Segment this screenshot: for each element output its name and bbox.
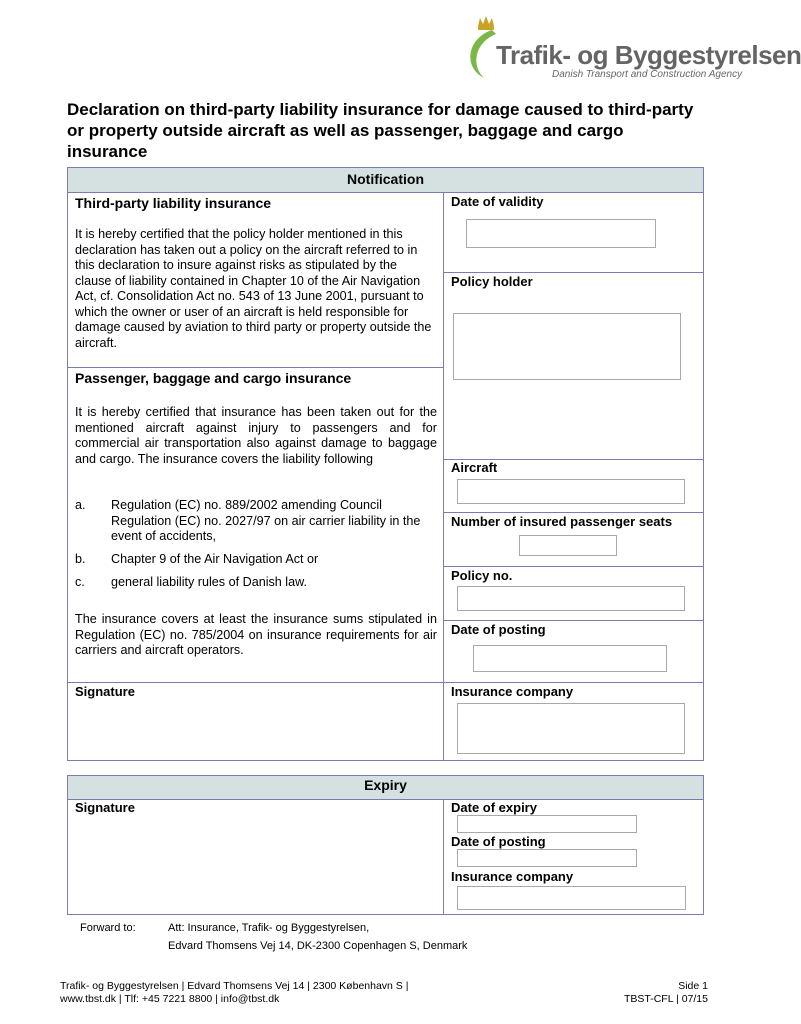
passenger-title: Passenger, baggage and cargo insurance bbox=[75, 370, 352, 386]
notification-header: Notification bbox=[68, 168, 703, 193]
date-of-validity-label: Date of validity bbox=[451, 194, 544, 209]
footer-contact: www.tbst.dk | Tlf: +45 7221 8800 | info@tbst.dk bbox=[60, 993, 280, 1005]
right-divider-policy-no bbox=[444, 566, 703, 567]
left-divider-signature bbox=[68, 682, 443, 683]
list-item-a-text: Regulation (EC) no. 889/2002 amending Council Regulation (EC) no. 2027/97 on air carrier liability in the event of accidents, bbox=[111, 498, 421, 543]
date-of-expiry-label: Date of expiry bbox=[451, 800, 537, 815]
third-party-text: It is hereby certified that the policy holder mentioned in this declaration has taken out a policy on the aircraft referred to in this declaration to insure against risks as stipulated by the clause of liability contained in Chapter 10 of the Air Navigation Act, cf. Consolidation Act no. 543 of 13 June 2001, pursuant to which the owner or user of an aircraft is held responsible for damage caused by aviation to third party or property outside the aircraft. bbox=[75, 227, 432, 350]
third-party-title: Third-party liability insurance bbox=[75, 195, 272, 211]
coverage-text: The insurance covers at least the insurance sums stipulated in Regulation (EC) no. 785/2004 on insurance requirements for air carriers and aircraft operators. bbox=[75, 612, 437, 657]
list-item-c-text: general liability rules of Danish law. bbox=[111, 575, 308, 589]
right-divider-policy-holder bbox=[444, 272, 703, 273]
expiry-date-of-posting-label: Date of posting bbox=[451, 834, 546, 849]
policy-holder-label: Policy holder bbox=[451, 274, 533, 289]
forward-address-line2: Edvard Thomsens Vej 14, DK-2300 Copenhagen S, Denmark bbox=[168, 940, 468, 952]
seats-field[interactable] bbox=[519, 535, 617, 556]
list-item-a-marker: a. bbox=[75, 498, 86, 512]
passenger-text: It is hereby certified that insurance has been taken out for the mentioned aircraft against injury to passengers and for commercial air transportation also against damage to baggage and cargo. The insurance covers the liability following bbox=[75, 405, 437, 466]
policy-holder-field[interactable] bbox=[453, 313, 681, 380]
aircraft-field[interactable] bbox=[457, 479, 685, 504]
list-item-b-text: Chapter 9 of the Air Navigation Act or bbox=[111, 552, 319, 566]
forward-to-label: Forward to: bbox=[80, 922, 136, 934]
page-title: Declaration on third-party liability insurance for damage caused to third-party or property outside aircraft as well as passenger, baggage and cargo insurance bbox=[67, 100, 694, 161]
insurance-company-field[interactable] bbox=[457, 703, 685, 754]
policy-no-label: Policy no. bbox=[451, 568, 513, 583]
aircraft-label: Aircraft bbox=[451, 460, 498, 475]
footer-form-code: TBST-CFL | 07/15 bbox=[623, 993, 708, 1005]
expiry-insurance-company-field[interactable] bbox=[457, 886, 686, 910]
insurance-company-label: Insurance company bbox=[451, 684, 574, 699]
policy-no-field[interactable] bbox=[457, 586, 685, 611]
list-item-c-marker: c. bbox=[75, 575, 85, 589]
forward-address-line1: Att: Insurance, Trafik- og Byggestyrelsen, bbox=[168, 922, 370, 934]
right-divider-insurance-company bbox=[444, 682, 703, 683]
seats-label: Number of insured passenger seats bbox=[451, 514, 673, 529]
date-of-validity-field[interactable] bbox=[466, 219, 656, 248]
date-of-posting-field[interactable] bbox=[473, 645, 667, 672]
right-divider-date-posting bbox=[444, 620, 703, 621]
notification-column-divider bbox=[443, 193, 444, 760]
logo-name: Trafik- og Byggestyrelsen bbox=[496, 40, 801, 70]
left-divider-passenger bbox=[68, 367, 443, 368]
footer-address: Trafik- og Byggestyrelsen | Edvard Thomsens Vej 14 | 2300 København S | bbox=[60, 980, 409, 992]
expiry-signature-label: Signature bbox=[75, 800, 135, 815]
date-of-expiry-field[interactable] bbox=[457, 815, 637, 833]
list-item-b-marker: b. bbox=[75, 552, 86, 566]
expiry-column-divider bbox=[443, 800, 444, 914]
footer-page-number: Side 1 bbox=[678, 980, 708, 992]
right-divider-seats bbox=[444, 512, 703, 513]
expiry-date-of-posting-field[interactable] bbox=[457, 849, 637, 867]
logo-subtitle: Danish Transport and Construction Agency bbox=[552, 69, 743, 80]
expiry-insurance-company-label: Insurance company bbox=[451, 869, 574, 884]
agency-logo bbox=[462, 16, 801, 88]
expiry-header: Expiry bbox=[68, 776, 703, 800]
notification-signature-label: Signature bbox=[75, 684, 135, 699]
date-of-posting-label: Date of posting bbox=[451, 622, 546, 637]
